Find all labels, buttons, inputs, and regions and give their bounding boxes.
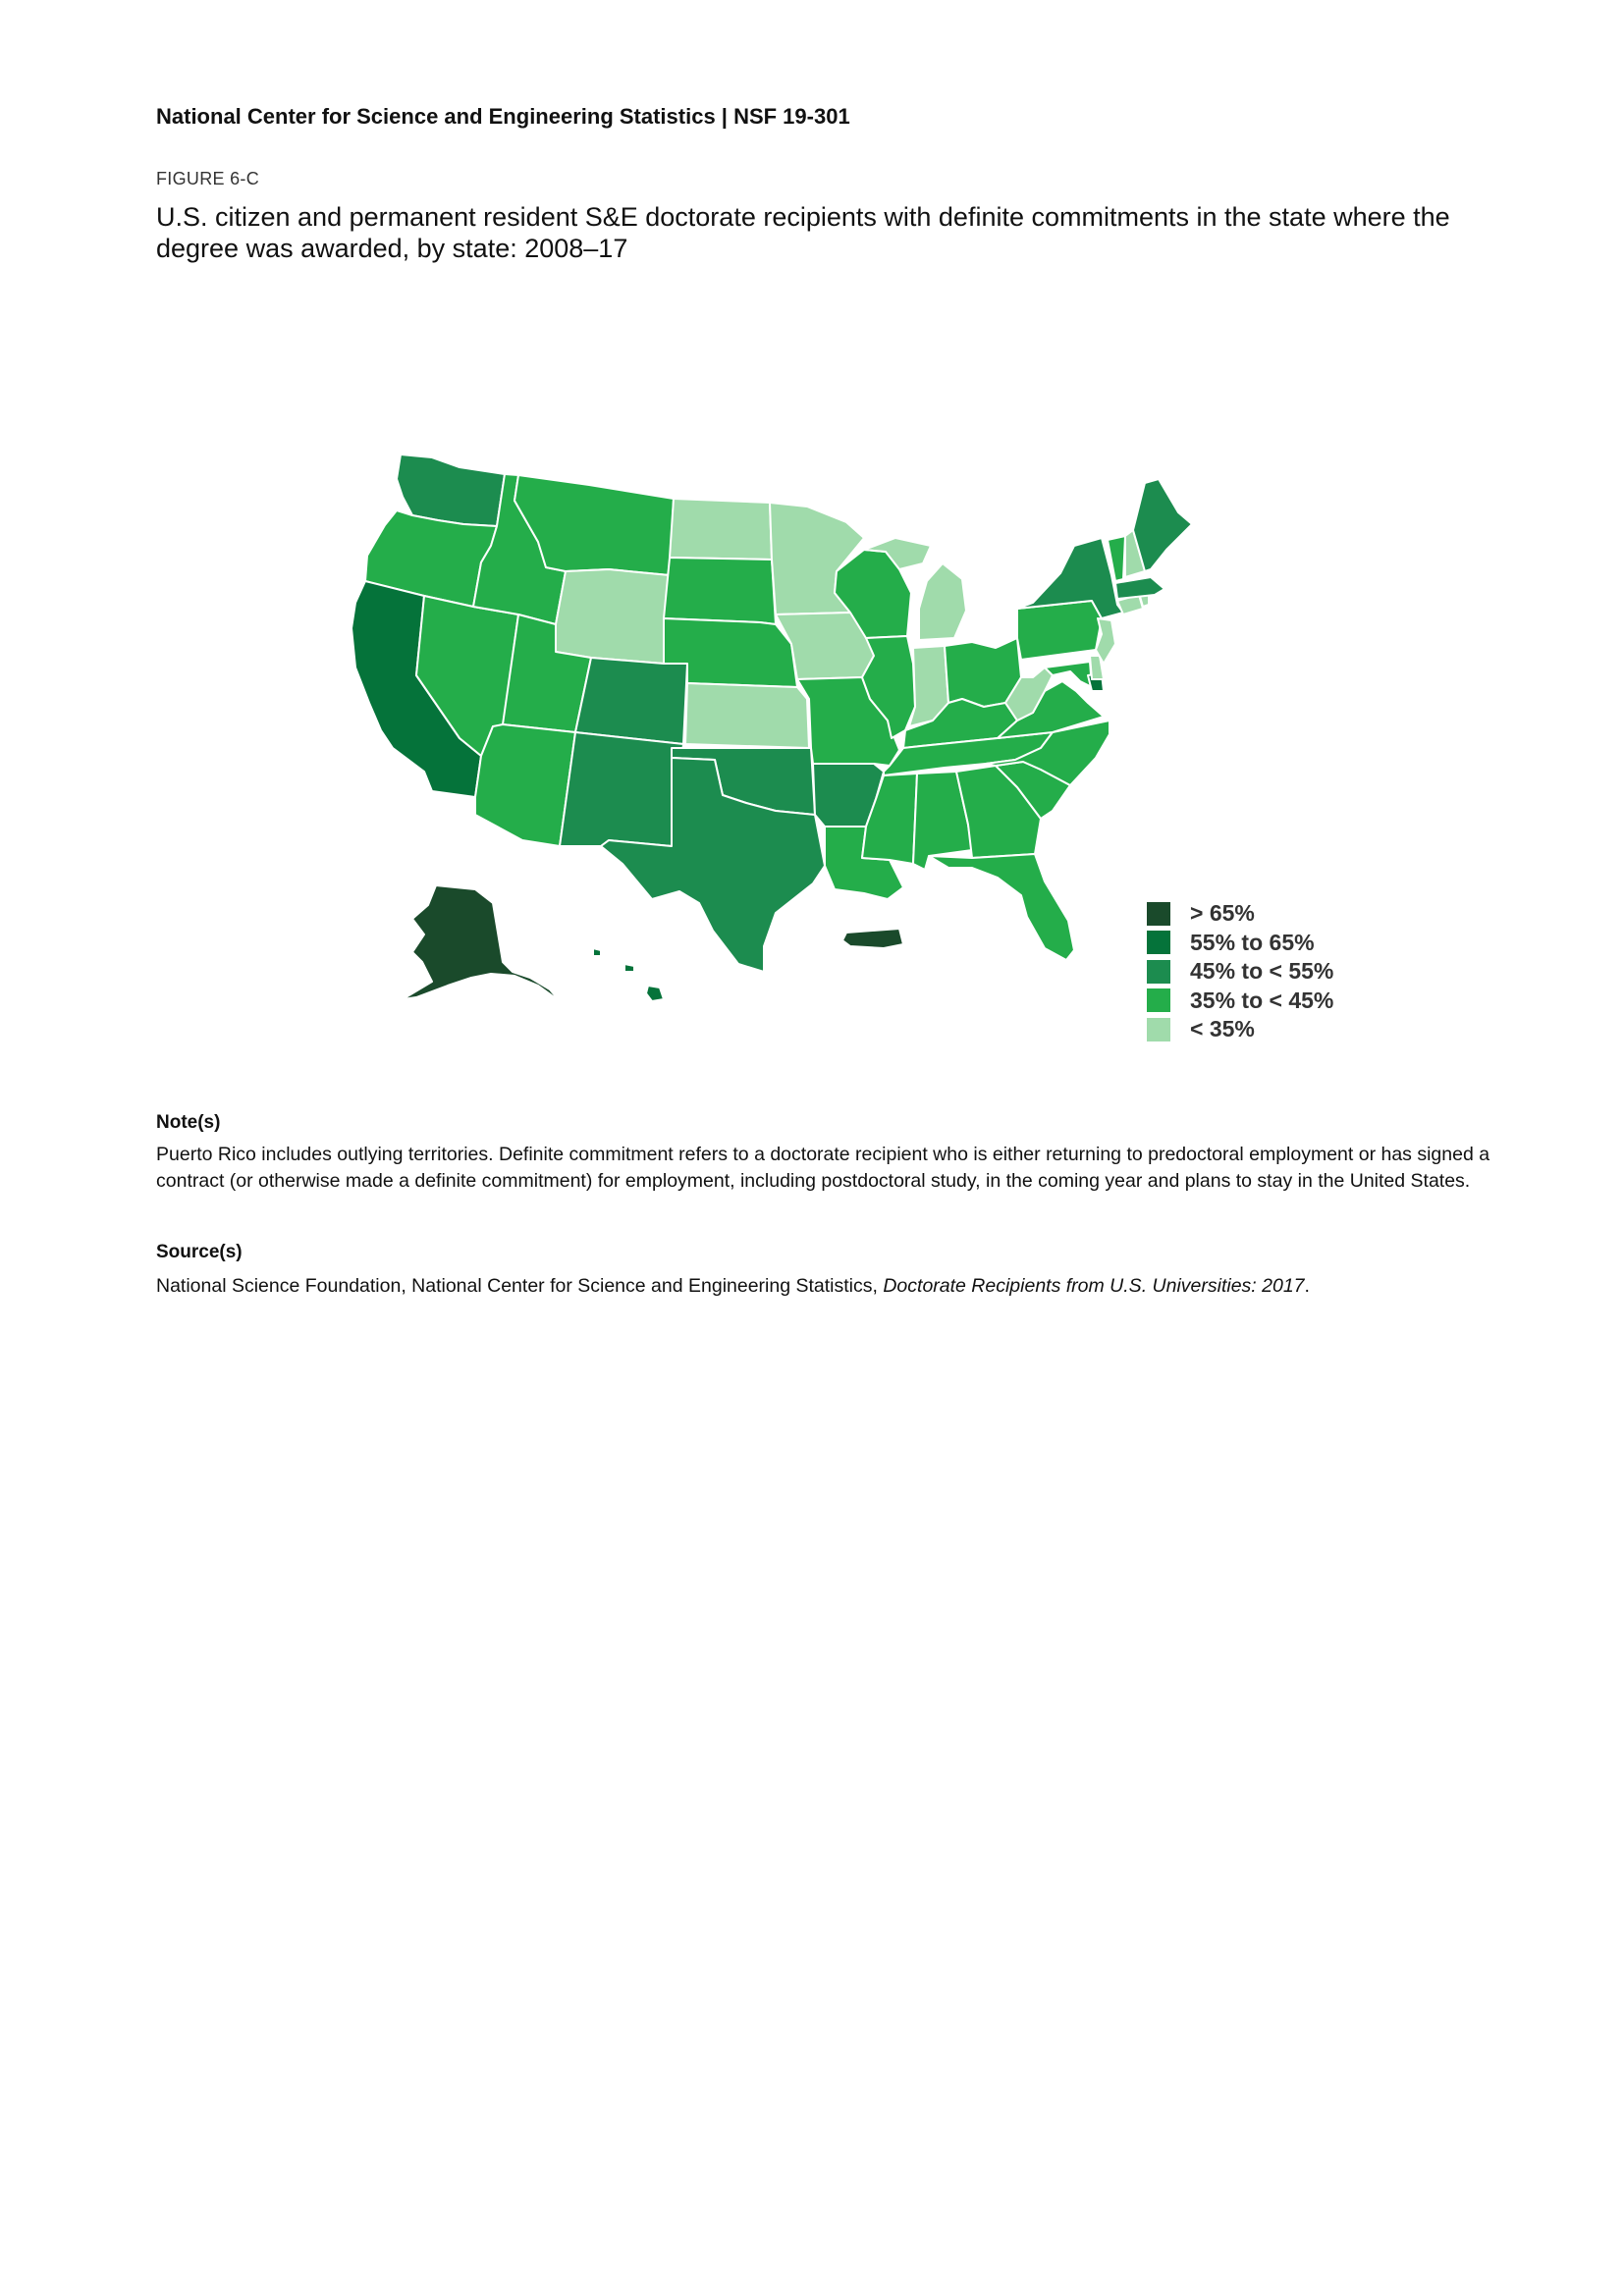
legend-label: 55% to 65% <box>1190 929 1315 955</box>
source-text-italic: Doctorate Recipients from U.S. Universities: 2017 <box>883 1275 1305 1297</box>
state-NJ <box>1096 618 1115 664</box>
state-MA <box>1115 577 1164 599</box>
legend-label: > 65% <box>1190 900 1255 927</box>
legend-swatch <box>1147 1018 1170 1041</box>
state-KS <box>685 683 809 748</box>
state-WY <box>556 569 670 664</box>
state-ND <box>670 499 772 560</box>
state-MD <box>1045 662 1092 687</box>
legend-label: 35% to < 45% <box>1190 987 1334 1013</box>
state-NM <box>560 732 683 846</box>
legend-item <box>1147 899 1333 929</box>
source-text <box>156 1273 1531 1300</box>
map-legend <box>1147 899 1333 1044</box>
legend-swatch <box>1147 902 1170 926</box>
state-SD <box>664 558 776 624</box>
state-FL <box>929 854 1074 960</box>
legend-label: 45% to < 55% <box>1190 958 1334 985</box>
source-text-end: . <box>1304 1275 1310 1297</box>
state-HI <box>593 948 664 1001</box>
state-CO <box>575 658 687 744</box>
legend-swatch <box>1147 960 1170 984</box>
legend-label: < 35% <box>1190 1016 1255 1042</box>
legend-item <box>1147 929 1333 958</box>
legend-item <box>1147 987 1333 1016</box>
state-ME <box>1133 479 1192 571</box>
figure-label: FIGURE 6-C <box>156 169 260 188</box>
source-text-plain: National Science Foundation, National Center for Science and Engineering Statistics, <box>156 1275 884 1297</box>
state-AZ <box>475 724 575 846</box>
us-state-map <box>334 432 1198 1021</box>
legend-item <box>1147 1015 1333 1044</box>
territory-PR <box>842 929 903 948</box>
state-AK <box>403 885 560 1001</box>
figure-title: U.S. citizen and permanent resident S&E doctorate recipients with definite commitments in the state where the degree was awarded, by state: 2008–17 <box>156 202 1450 263</box>
state-PA <box>1017 601 1102 660</box>
legend-item <box>1147 957 1333 987</box>
legend-swatch <box>1147 931 1170 954</box>
note-heading: Note(s) <box>156 1112 221 1133</box>
source-heading: Source(s) <box>156 1242 243 1262</box>
report-header: National Center for Science and Engineering Statistics | NSF 19-301 <box>156 104 850 129</box>
note-text: Puerto Rico includes outlying territories. Definite commitment refers to a doctorate recipient who is either returning to predoctoral employment or has signed a contract (or otherwise made a definite commitment) for employment, including postdoctoral study, in the coming year and plans to stay in the United States. <box>156 1144 1490 1192</box>
legend-swatch <box>1147 988 1170 1012</box>
